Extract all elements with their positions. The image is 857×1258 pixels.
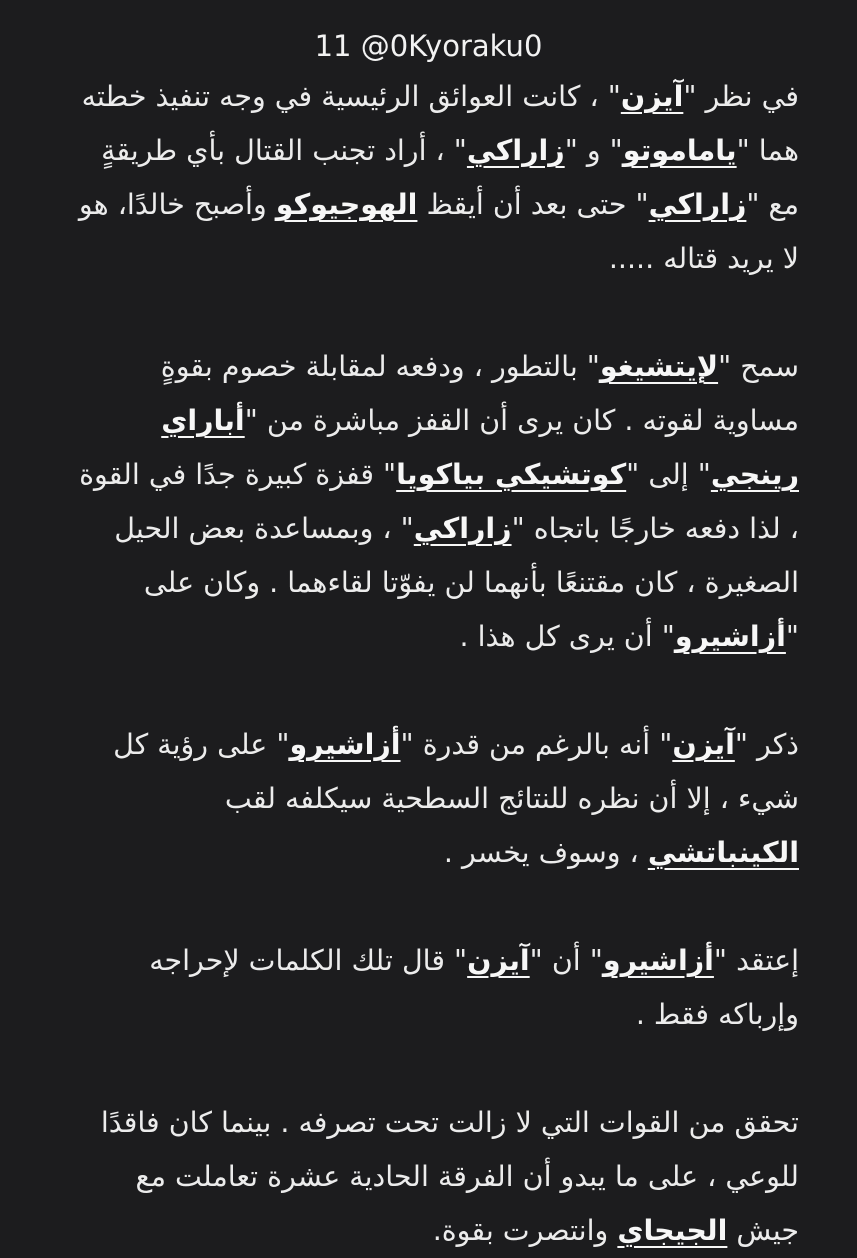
text-segment: " قال تلك الكلمات لإحراجه وإرباكه فقط . [149, 944, 799, 1031]
text-segment: " قفزة كبيرة جدًا في القوة ، لذا دفعه خارجًا باتجاه " [79, 458, 799, 545]
character-name: الجيجاي [617, 1214, 728, 1247]
text-segment: " أنه بالرغم من قدرة " [400, 728, 673, 761]
character-name: أزاشيرو [289, 728, 401, 761]
text-segment: " ، أراد تجنب القتال بأي طريقةٍ مع " [101, 134, 799, 221]
paragraph [70, 718, 799, 880]
character-name: زاراكي [413, 512, 512, 545]
text-segment: " و " [564, 134, 623, 167]
text-segment: " أن يرى كل هذا . [459, 620, 675, 653]
character-name: الكينباتشي [647, 836, 799, 869]
character-name: كوتشيكي بياكويا [396, 458, 627, 491]
text-segment: في نظر " [683, 80, 799, 113]
text-segment: " إلى " [626, 458, 711, 491]
character-name: آيزن [467, 944, 530, 977]
text-segment: " أن " [529, 944, 603, 977]
character-name: لإيتشيغو [599, 350, 719, 383]
paragraph [70, 934, 799, 1042]
character-name: أزاشيرو [674, 620, 786, 653]
character-name: الهوجيوكو [275, 188, 418, 221]
text-segment: سمح " [718, 350, 799, 383]
text-segment: " على رؤية كل شيء ، إلا أن نظره للنتائج السطحية سيكلفه لقب [113, 728, 799, 815]
paragraph [70, 1096, 799, 1258]
paragraph [70, 340, 799, 664]
text-segment: وأصبح خالدًا، هو لا يريد قتاله ..... [78, 188, 799, 275]
text-segment: إعتقد " [713, 944, 799, 977]
header [0, 26, 857, 66]
character-name: آيزن [620, 80, 684, 113]
text-segment: ذكر " [734, 728, 799, 761]
text-segment: وانتصرت بقوة. [432, 1214, 618, 1247]
text-segment: " بالتطور ، ودفعه لمقابلة خصوم بقوةٍ مساوية لقوته . كان يرى أن القفز مباشرة من " [160, 350, 799, 437]
page-number: 11 [314, 29, 352, 63]
paragraph [70, 70, 799, 286]
body-text [70, 70, 799, 1258]
character-name: زاراكي [648, 188, 747, 221]
character-name: آيزن [672, 728, 735, 761]
character-name: ياماموتو [622, 134, 737, 167]
text-segment: تحقق من القوات التي لا زالت تحت تصرفه . بينما كان فاقدًا للوعي ، على ما يبدو أن الفرقة الحادية عشرة تعاملت مع جيش [100, 1106, 799, 1247]
character-name: أزاشيرو [602, 944, 714, 977]
text-segment: ، وسوف يخسر . [443, 836, 648, 869]
character-name: أباراي رينجي [161, 404, 799, 491]
text-segment: " حتى بعد أن أيقظ [417, 188, 649, 221]
character-name: زاراكي [466, 134, 565, 167]
author-handle: @0Kyoraku0 [360, 29, 543, 63]
text-segment: " ، كانت العوائق الرئيسية في وجه تنفيذ خطته هما " [81, 80, 799, 167]
text-segment: " ، وبمساعدة بعض الحيل الصغيرة ، كان مقتنعًا بأنهما لن يفوّتا لقاءهما . وكان على " [114, 512, 799, 653]
